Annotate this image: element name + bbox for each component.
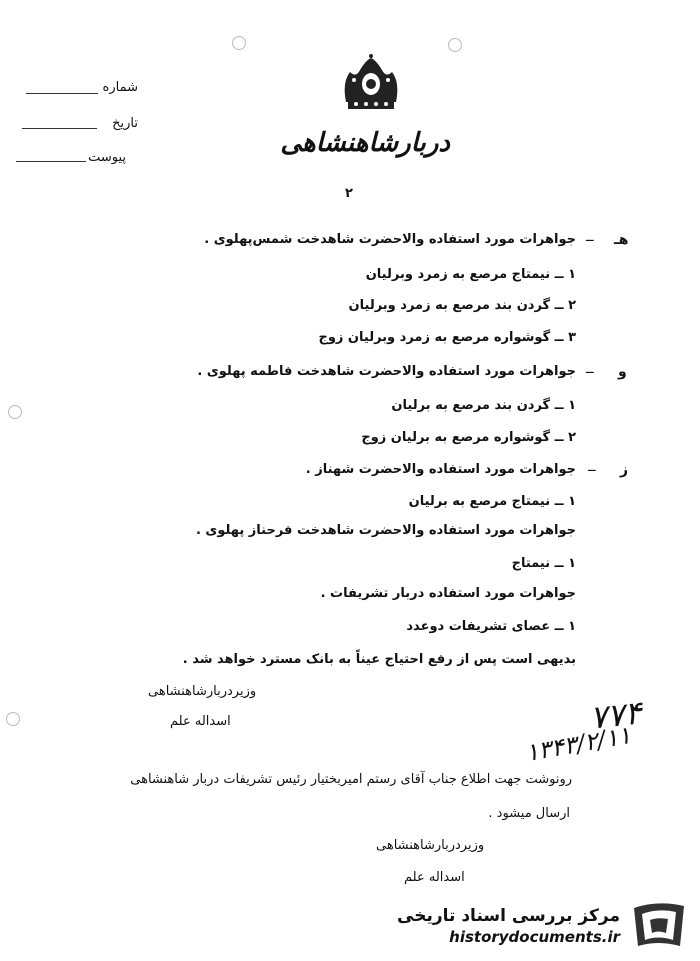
section-marker: و bbox=[618, 364, 627, 380]
section-heading: جواهرات مورد استفاده والاحضرت شاهدخت فاطمه پهلوی . bbox=[197, 364, 576, 379]
date-line bbox=[22, 127, 97, 129]
scan-mark bbox=[232, 36, 246, 50]
crown-emblem-icon bbox=[336, 54, 406, 114]
scan-mark bbox=[8, 405, 22, 419]
copy-note: رونوشت جهت اطلاع جناب آقای رستم امیربختیار رئیس تشریفات دربار شاهنشاهی bbox=[130, 772, 572, 787]
list-item: ۲ ــ گردن بند مرصع به زمرد وبرلیان bbox=[348, 298, 576, 313]
handwritten-number: ۷۷۴ bbox=[588, 693, 644, 737]
attachment-label: پیوست bbox=[88, 150, 126, 165]
scan-mark bbox=[6, 712, 20, 726]
signatory-name: اسداله علم bbox=[404, 870, 465, 885]
section-marker: ز bbox=[620, 462, 629, 478]
list-item: ۳ ــ گوشواره مرصع به زمرد وبرلیان زوج bbox=[318, 330, 576, 345]
scan-mark bbox=[448, 38, 462, 52]
closing-line: بدیهی است پس از رفع احتیاج عیناً به بانک مسترد خواهد شد . bbox=[182, 652, 576, 667]
archive-name: مرکز بررسی اسناد تاریخی bbox=[397, 906, 620, 926]
attachment-line bbox=[16, 160, 86, 162]
list-item: ۲ ــ گوشواره مرصع به برلیان زوج bbox=[361, 430, 576, 445]
handwritten-date: ۱۳۴۳/۲/۱۱ bbox=[523, 720, 634, 768]
list-item: ۱ ــ نیمتاج bbox=[511, 556, 576, 571]
list-item: ۱ ــ نیمتاج مرصع به برلیان bbox=[408, 494, 576, 509]
list-item: ۱ ــ عصای تشریفات دوعدد bbox=[406, 619, 576, 634]
section-dash: ــ bbox=[586, 230, 594, 245]
signatory-title: وزیردربارشاهنشاهی bbox=[148, 684, 257, 699]
page-number: ۲ bbox=[345, 186, 353, 201]
section-dash: ــ bbox=[586, 362, 594, 377]
signatory-name: اسداله علم bbox=[170, 714, 231, 729]
archive-url: historydocuments.ir bbox=[449, 928, 620, 946]
farahnaz-heading: جواهرات مورد استفاده والاحضرت شاهدخت فرحناز پهلوی . bbox=[195, 523, 576, 538]
archive-logo-icon bbox=[628, 900, 690, 952]
signatory-title: وزیردربارشاهنشاهی bbox=[376, 838, 485, 853]
number-label: شماره bbox=[102, 80, 138, 95]
court-title: دربارشاهنشاهی bbox=[280, 128, 450, 158]
list-item: ۱ ــ نیمتاج مرصع به زمرد وبرلیان bbox=[365, 267, 576, 282]
section-marker: هـ bbox=[614, 232, 629, 248]
number-line bbox=[26, 92, 98, 94]
section-heading: جواهرات مورد استفاده والاحضرت شهناز . bbox=[305, 462, 576, 477]
list-item: ۱ ــ گردن بند مرصع به برلیان bbox=[391, 398, 576, 413]
date-label: تاریخ bbox=[112, 116, 138, 131]
section-dash: ــ bbox=[588, 460, 596, 475]
copy-note-continued: ارسال میشود . bbox=[488, 806, 570, 821]
section-heading: جواهرات مورد استفاده والاحضرت شاهدخت شمس‌پهلوی . bbox=[204, 232, 576, 247]
ceremonies-heading: جواهرات مورد استفاده دربار تشریفات . bbox=[320, 586, 576, 601]
